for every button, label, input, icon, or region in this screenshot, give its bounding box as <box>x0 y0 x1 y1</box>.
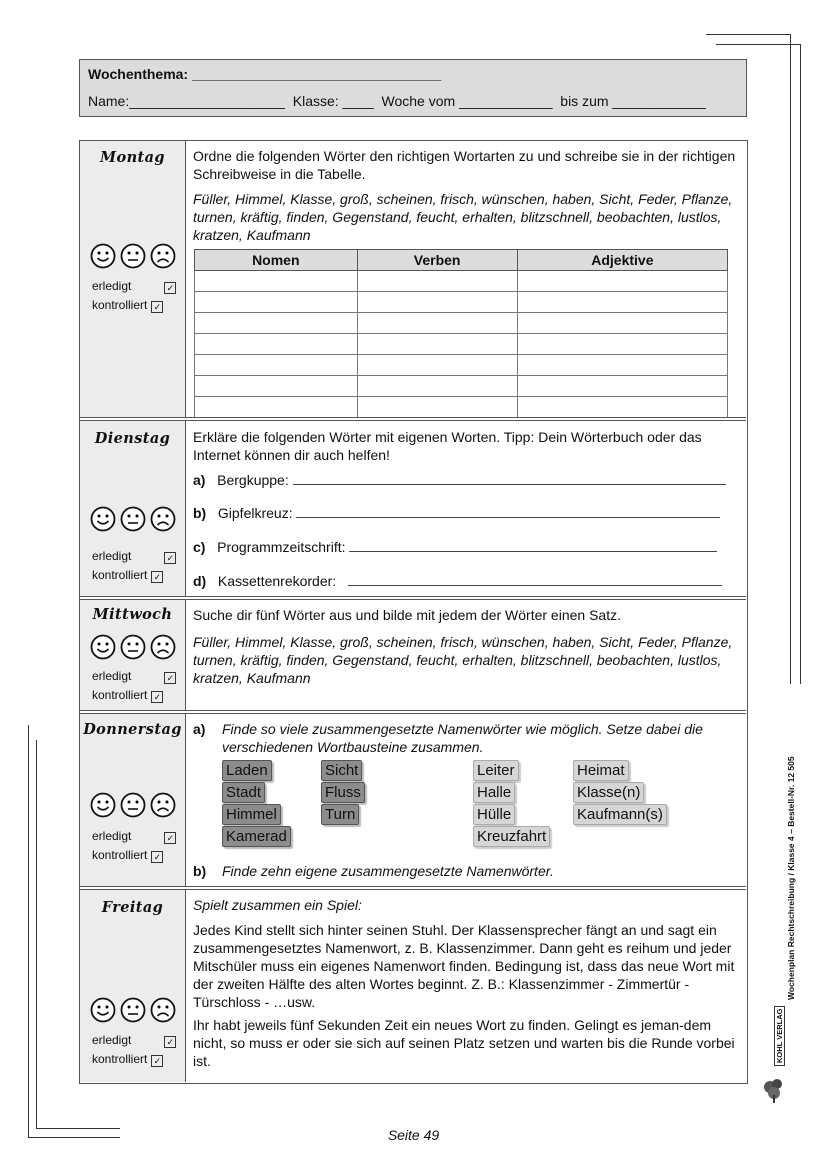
erledigt-label: erledigt <box>92 669 132 683</box>
side-order-info: Wochenplan Rechtschreibung / Klasse 4 – Bestell-Nr. 12 505 <box>786 756 796 1000</box>
name-label: Name: <box>88 93 130 109</box>
neutral-face-icon[interactable] <box>120 506 146 532</box>
neutral-face-icon[interactable] <box>120 792 146 818</box>
smiley-row <box>83 506 183 532</box>
table-row <box>195 313 728 334</box>
erledigt-row[interactable] <box>92 1031 176 1050</box>
word-tag[interactable]: Sicht <box>321 760 362 781</box>
happy-face-icon[interactable] <box>90 792 116 818</box>
table-row <box>195 397 728 418</box>
word-tag[interactable]: Hülle <box>473 804 515 825</box>
erledigt-label: erledigt <box>92 549 132 563</box>
kontrolliert-row[interactable] <box>92 846 176 865</box>
frame-line <box>716 44 801 45</box>
item-letter: a) <box>193 472 206 488</box>
wochenthema-field[interactable]: ________________________________ <box>191 66 442 82</box>
word-tag[interactable]: Halle <box>473 782 515 803</box>
erledigt-row[interactable] <box>92 277 176 296</box>
bis-label: bis zum <box>560 93 609 109</box>
sad-face-icon[interactable] <box>150 997 176 1023</box>
woche-field[interactable]: ____________ <box>459 93 553 109</box>
table-cell[interactable] <box>357 376 517 397</box>
table-header-row <box>195 250 728 271</box>
table-cell[interactable] <box>517 292 727 313</box>
item-word: Bergkuppe: <box>217 472 289 488</box>
word-tag[interactable]: Kaufmann(s) <box>573 804 667 825</box>
task-a <box>193 720 738 755</box>
section-dienstag <box>80 421 746 596</box>
smiley-row <box>83 243 183 269</box>
answer-line[interactable] <box>348 585 722 586</box>
erledigt-row[interactable] <box>92 827 176 846</box>
column-header-nomen: Nomen <box>195 250 358 271</box>
definition-item <box>193 504 738 522</box>
status-checks <box>92 547 176 585</box>
word-tag[interactable]: Himmel <box>222 804 281 825</box>
table-cell[interactable] <box>195 292 358 313</box>
status-checks <box>92 667 176 705</box>
table-cell[interactable] <box>357 397 517 418</box>
table-cell[interactable] <box>357 355 517 376</box>
table-cell[interactable] <box>517 355 727 376</box>
word-tag[interactable]: Leiter <box>473 760 519 781</box>
word-tag[interactable]: Turn <box>321 804 359 825</box>
item-letter: c) <box>193 539 206 555</box>
day-title: Freitag <box>101 899 164 916</box>
smiley-row <box>83 792 183 818</box>
column-header-verben: Verben <box>357 250 517 271</box>
erledigt-checkbox[interactable]: ✓ <box>164 552 176 564</box>
happy-face-icon[interactable] <box>90 634 116 660</box>
page-number: Seite 49 <box>387 1127 440 1143</box>
frame-line <box>36 740 37 1128</box>
kontrolliert-checkbox[interactable]: ✓ <box>151 301 163 313</box>
table-cell[interactable] <box>357 292 517 313</box>
status-checks <box>92 277 176 315</box>
item-word: Gipfelkreuz: <box>217 505 293 521</box>
word-tag[interactable]: Kamerad <box>222 826 291 847</box>
table-cell[interactable] <box>357 313 517 334</box>
table-row <box>195 376 728 397</box>
item-letter: b) <box>193 863 207 879</box>
kontrolliert-checkbox[interactable]: ✓ <box>151 1055 163 1067</box>
table-row <box>195 334 728 355</box>
table-cell[interactable] <box>517 397 727 418</box>
table-cell[interactable] <box>195 334 358 355</box>
erledigt-label: erledigt <box>92 1033 132 1047</box>
wortarten-table <box>194 249 728 418</box>
happy-face-icon[interactable] <box>90 506 116 532</box>
smiley-row <box>83 997 183 1023</box>
kontrolliert-checkbox[interactable]: ✓ <box>151 851 163 863</box>
day-title: Montag <box>100 149 165 166</box>
kontrolliert-checkbox[interactable]: ✓ <box>151 691 163 703</box>
table-cell[interactable] <box>517 271 727 292</box>
table-cell[interactable] <box>357 334 517 355</box>
erledigt-checkbox[interactable]: ✓ <box>164 832 176 844</box>
erledigt-row[interactable] <box>92 547 176 566</box>
kontrolliert-row[interactable] <box>92 1050 176 1069</box>
table-row <box>195 355 728 376</box>
frame-line <box>706 34 791 35</box>
table-cell[interactable] <box>195 376 358 397</box>
game-intro: Spielt zusammen ein Spiel: <box>193 897 362 913</box>
kontrolliert-label: kontrolliert <box>92 568 148 582</box>
task-text: Finde zehn eigene zusammengesetzte Namenwörter. <box>222 863 554 879</box>
word-tag[interactable]: Stadt <box>222 782 265 803</box>
neutral-face-icon[interactable] <box>120 997 146 1023</box>
task-text: Erkläre die folgenden Wörter mit eigenen Worten. Tipp: Dein Wörterbuch oder das Internet können dir auch helfen! <box>193 429 702 463</box>
item-word: Programmzeitschrift: <box>217 539 346 555</box>
bis-field[interactable]: ____________ <box>612 93 706 109</box>
task-b <box>193 862 738 880</box>
word-list: Füller, Himmel, Klasse, groß, scheinen, frisch, wünschen, haben, Sicht, Feder, Pflanze, turnen, kräftig, finden, Gegenstand, feucht, erhalten, blitzschnell, beobachten, lustlos, kratzen, Kaufmann <box>193 634 733 686</box>
wochenthema-label: Wochenthema: <box>88 66 189 82</box>
word-tag[interactable]: Heimat <box>573 760 629 781</box>
publisher-logo-icon <box>762 1075 786 1103</box>
kontrolliert-label: kontrolliert <box>92 688 148 702</box>
status-checks <box>92 1031 176 1069</box>
definition-item <box>193 572 738 590</box>
publisher-name: KOHL VERLAG <box>774 1006 785 1066</box>
answer-line[interactable] <box>293 484 726 485</box>
erledigt-row[interactable] <box>92 667 176 686</box>
smiley-row <box>83 634 183 660</box>
erledigt-checkbox[interactable]: ✓ <box>164 1036 176 1048</box>
header-box <box>79 59 747 117</box>
table-row <box>195 292 728 313</box>
section-montag <box>80 141 746 417</box>
item-letter: d) <box>193 573 207 589</box>
erledigt-label: erledigt <box>92 829 132 843</box>
sad-face-icon[interactable] <box>150 792 176 818</box>
kontrolliert-row[interactable] <box>92 686 176 705</box>
klasse-field[interactable]: ____ <box>342 93 374 109</box>
game-rules-text: Jedes Kind stellt sich hinter seinen Stuhl. Der Klassensprecher fängt an und sagt ein zusammengesetztes Namenwort, z. B. Klassenzimmer. Dann geht es reihum und jeder Mitschüler muss ein eigenes Namenwort finden. Bedingung ist, dass das neue Wort mit der zweiten Hälfte des alten Wortes beginnt. Z. B.: Klassenzimmer - Zimmertür - Türschloss - …usw. <box>193 922 735 1010</box>
wochenthema-line <box>88 66 441 82</box>
sad-face-icon[interactable] <box>150 634 176 660</box>
table-cell[interactable] <box>517 334 727 355</box>
table-cell[interactable] <box>195 271 358 292</box>
table-cell[interactable] <box>195 397 358 418</box>
task-text: Ordne die folgenden Wörter den richtigen Wortarten zu und schreibe sie in der richtigen Schreibweise in die Tabelle. <box>193 148 736 182</box>
kontrolliert-row[interactable] <box>92 566 176 585</box>
word-tag[interactable]: Fluss <box>321 782 365 803</box>
day-title: Donnerstag <box>83 721 182 738</box>
word-tag[interactable]: Klasse(n) <box>573 782 644 803</box>
kontrolliert-row[interactable] <box>92 296 176 315</box>
day-title: Mittwoch <box>92 606 173 623</box>
neutral-face-icon[interactable] <box>120 243 146 269</box>
sad-face-icon[interactable] <box>150 243 176 269</box>
item-letter: a) <box>193 721 206 737</box>
definition-item <box>193 538 738 556</box>
klasse-label: Klasse: <box>292 93 339 109</box>
task-text: Suche dir fünf Wörter aus und bilde mit jedem der Wörter einen Satz. <box>193 607 621 623</box>
frame-line <box>800 44 801 684</box>
table-cell[interactable] <box>357 271 517 292</box>
status-checks <box>92 827 176 865</box>
game-time-text: Ihr habt jeweils fünf Sekunden Zeit ein neues Wort zu finden. Gelingt es jeman-dem nicht, so muss er oder sie sich auf seinen Platz setzen und warten bis die Runde vorbei ist. <box>193 1017 735 1069</box>
definition-item <box>193 471 738 489</box>
table-cell[interactable] <box>195 355 358 376</box>
happy-face-icon[interactable] <box>90 243 116 269</box>
sad-face-icon[interactable] <box>150 506 176 532</box>
kontrolliert-label: kontrolliert <box>92 1052 148 1066</box>
frame-line <box>790 34 791 684</box>
task-text: Finde so viele zusammengesetzte Namenwörter wie möglich. Setze dabei die verschiedenen Wortbausteine zusammen. <box>222 721 703 755</box>
erledigt-checkbox[interactable]: ✓ <box>164 282 176 294</box>
section-mittwoch <box>80 600 746 710</box>
name-field[interactable]: ____________________ <box>129 93 285 109</box>
happy-face-icon[interactable] <box>90 997 116 1023</box>
kontrolliert-label: kontrolliert <box>92 848 148 862</box>
word-list: Füller, Himmel, Klasse, groß, scheinen, frisch, wünschen, haben, Sicht, Feder, Pflanze, turnen, kräftig, finden, Gegenstand, feucht, erhalten, blitzschnell, beobachten, lustlos, kratzen, Kaufmann <box>193 191 733 243</box>
erledigt-checkbox[interactable]: ✓ <box>164 672 176 684</box>
item-letter: b) <box>193 505 207 521</box>
section-freitag <box>80 890 746 1082</box>
section-donnerstag <box>80 714 746 886</box>
answer-line[interactable] <box>296 517 720 518</box>
word-tag[interactable]: Laden <box>222 760 272 781</box>
kontrolliert-label: kontrolliert <box>92 298 148 312</box>
word-tag[interactable]: Kreuzfahrt <box>473 826 550 847</box>
table-cell[interactable] <box>517 313 727 334</box>
table-row <box>195 271 728 292</box>
column-header-adjektive: Adjektive <box>517 250 727 271</box>
day-title: Dienstag <box>94 430 171 447</box>
erledigt-label: erledigt <box>92 279 132 293</box>
answer-line[interactable] <box>349 551 717 552</box>
kontrolliert-checkbox[interactable]: ✓ <box>151 571 163 583</box>
neutral-face-icon[interactable] <box>120 634 146 660</box>
name-line <box>88 93 706 109</box>
woche-label: Woche vom <box>381 93 456 109</box>
weekplan-table <box>79 140 748 1084</box>
table-cell[interactable] <box>195 313 358 334</box>
item-word: Kassettenrekorder: <box>217 573 337 589</box>
frame-line <box>28 725 29 1137</box>
table-cell[interactable] <box>517 376 727 397</box>
